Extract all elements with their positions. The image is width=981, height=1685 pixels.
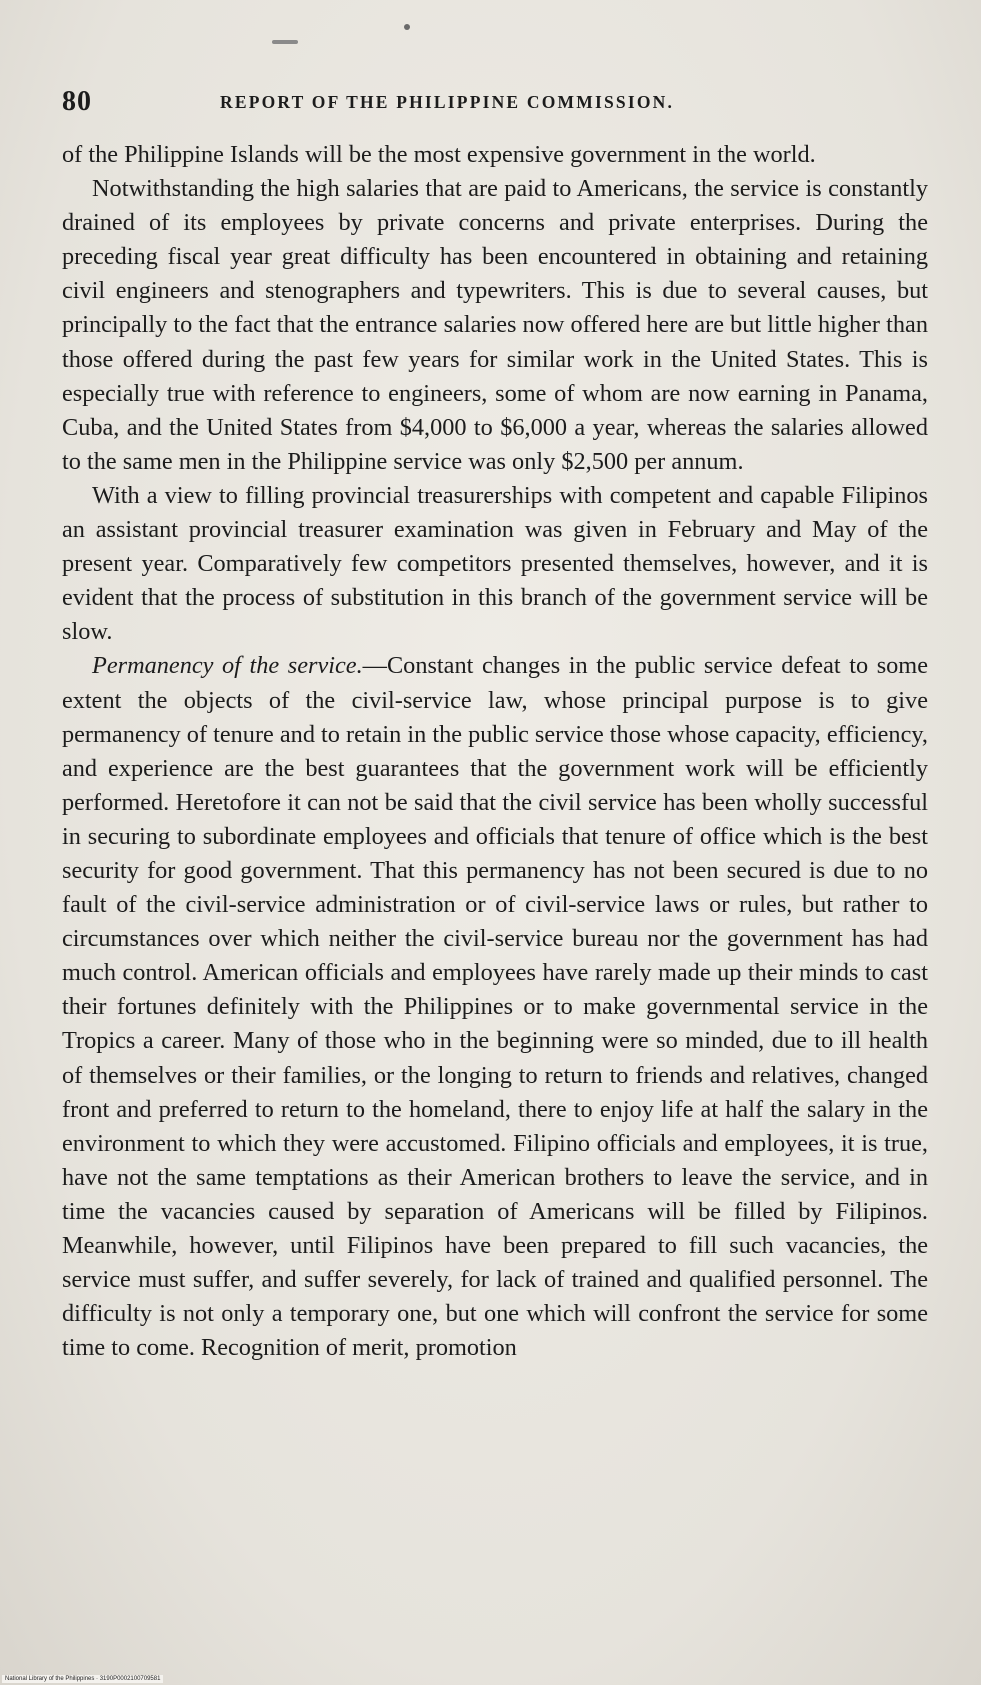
body-text bbox=[62, 138, 928, 1365]
page-header bbox=[62, 86, 932, 126]
paragraph-treasurerships: With a view to filling provincial treasurerships with competent and capable Filipinos an assistant provincial treasurer examination was given in February and May of the present year. Comparatively few competitors presented themselves, however, and it is evident that the process of substitution in this branch of the government service will be slow. bbox=[62, 481, 928, 646]
scan-speck bbox=[404, 24, 410, 30]
running-head: REPORT OF THE PHILIPPINE COMMISSION. bbox=[220, 92, 675, 112]
paragraph-salaries: Notwithstanding the high salaries that are paid to Americans, the service is constantly drained of its employees by private concerns and private enterprises. During the preceding fiscal year great difficulty has been encountered in obtaining and retaining civil engineers and stenographers and typewriters. This is due to several causes, but principally to the fact that the entrance salaries now offered here are but little higher than those offered during the past few years for similar work in the United States. This is especially true with reference to engineers, some of whom are now earning in Panama, Cuba, and the United States from $4,000 to $6,000 a year, whereas the salaries allowed to the same men in the Philippine service was only $2,500 per annum. bbox=[62, 175, 928, 475]
page-number: 80 bbox=[62, 86, 92, 117]
scan-dash bbox=[272, 40, 298, 44]
paragraph-permanency: Permanency of the service.—Constant changes in the public service defeat to some extent the objects of the civil-service law, whose principal purpose is to give permanency of tenure and to retain in the public service those whose capacity, efficiency, and experience are the best guarantees that the government work will be efficiently performed. Heretofore it can not be said that the civil service has been wholly successful in securing to subordinate employees and officials that tenure of office which is the best security for good government. That this permanency has not been secured is due to no fault of the civil-service administration or of civil-service laws or rules, but rather to circumstances over which neither the civil-service bureau nor the government has had much control. American officials and employees have rarely made up their minds to cast their fortunes definitely with the Philippines or to make governmental service in the Tropics a career. Many of those who in the beginning were so minded, due to ill health of themselves or their families, or the longing to return to friends and relatives, changed front and preferred to return to the homeland, there to enjoy life at half the salary in the environment to which they were accustomed. Filipino officials and employees, it is true, have not the same temptations as their American brothers to leave the service, and in time the vacancies caused by separation of Americans will be filled by Filipinos. Meanwhile, however, until Filipinos have been prepared to fill such vacancies, the service must suffer, and suffer severely, for lack of trained and qualified personnel. The difficulty is not only a temporary one, but one which will confront the service for some time to come. Recognition of merit, promotion bbox=[62, 652, 929, 1362]
paragraph-continuation: of the Philippine Islands will be the most expensive government in the world. bbox=[62, 141, 816, 168]
section-heading-italic: Permanency of the service. bbox=[92, 652, 363, 680]
scan-credit-footer: National Library of the Philippines · 3190P0002100709581 bbox=[2, 1675, 163, 1683]
